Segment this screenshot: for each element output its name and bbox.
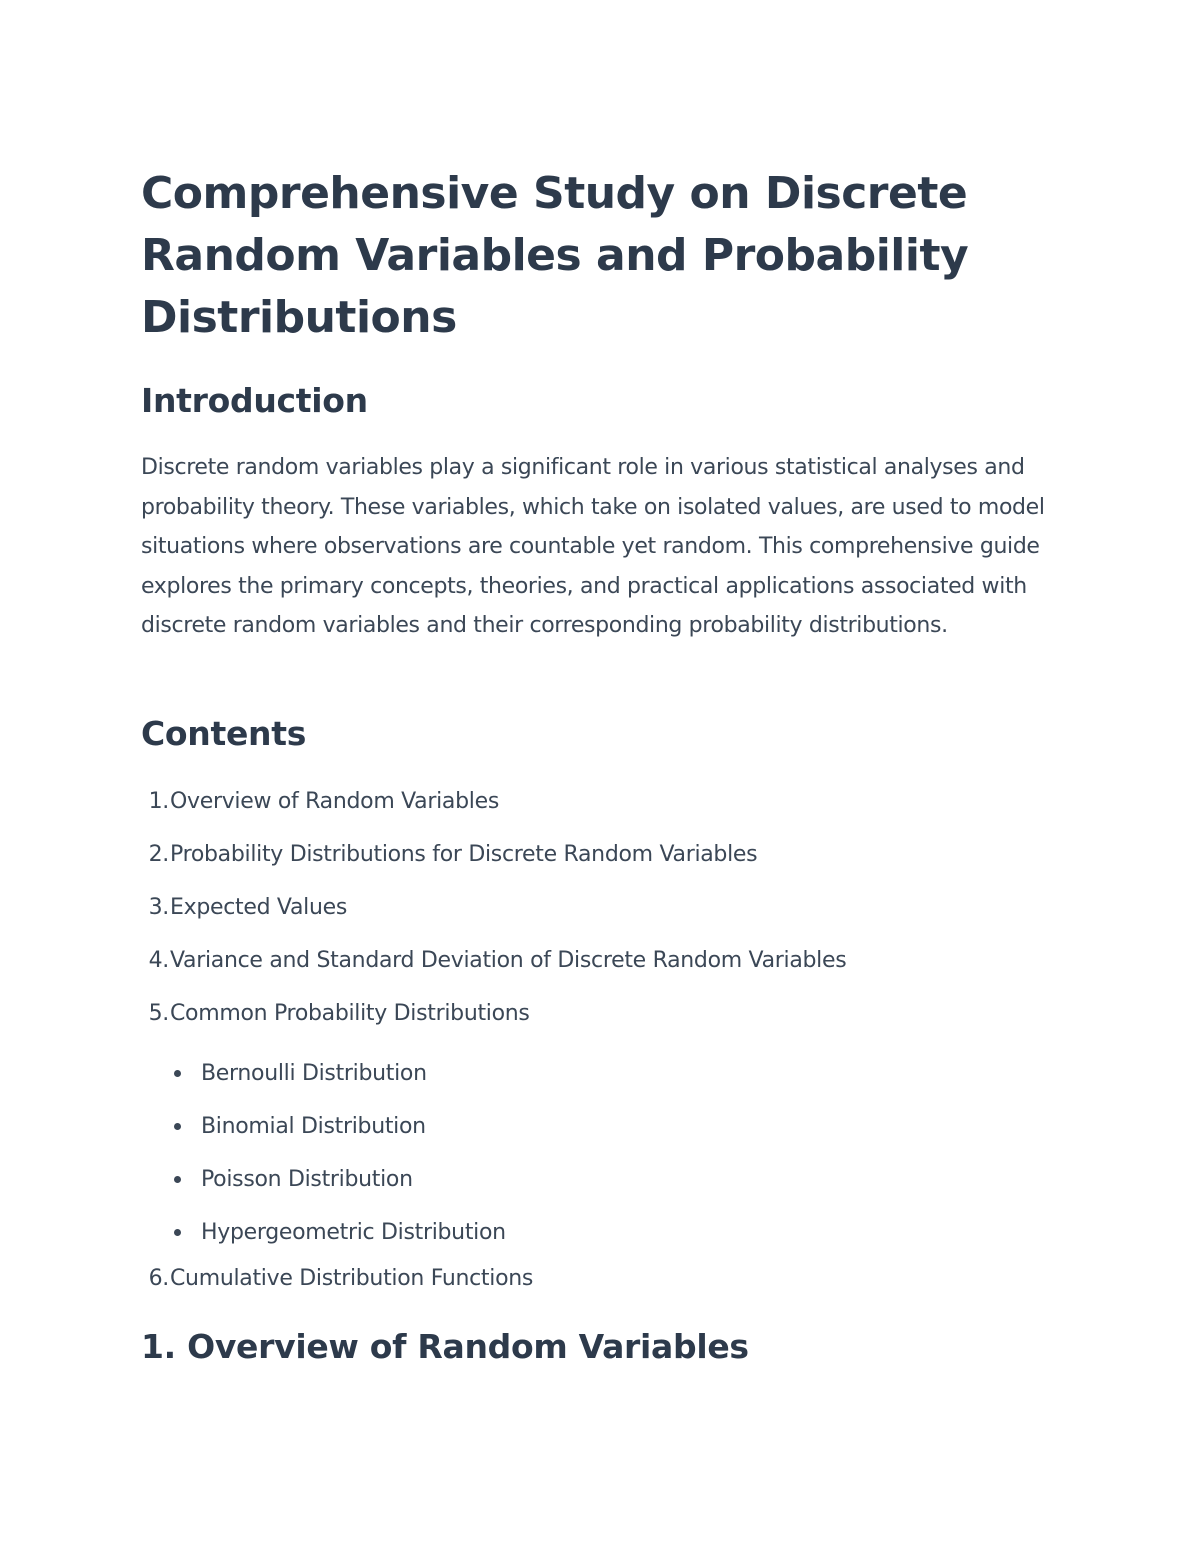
toc-item-2 <box>141 835 1041 888</box>
toc-label: Expected Values <box>170 895 348 920</box>
bullet-icon <box>174 1176 181 1183</box>
toc-number: 6. <box>148 1266 169 1291</box>
toc-subitem-label: Bernoulli Distribution <box>201 1060 427 1086</box>
toc-subitem-binomial <box>141 1100 1041 1153</box>
toc-item-5 <box>141 994 1041 1047</box>
toc-number: 2. <box>148 842 169 867</box>
toc-number: 3. <box>148 895 169 920</box>
toc-label: Cumulative Distribution Functions <box>170 1266 534 1291</box>
introduction-heading: Introduction <box>141 381 368 420</box>
toc-item-4 <box>141 941 1041 994</box>
table-of-contents <box>141 782 1041 1312</box>
toc-number: 5. <box>148 1001 169 1026</box>
toc-number: 4. <box>148 948 169 973</box>
toc-label: Common Probability Distributions <box>170 1001 530 1026</box>
contents-heading: Contents <box>141 714 307 753</box>
toc-subitem-label: Poisson Distribution <box>201 1166 413 1192</box>
toc-subitem-label: Binomial Distribution <box>201 1113 426 1139</box>
toc-label: Variance and Standard Deviation of Discrete Random Variables <box>170 948 847 973</box>
introduction-paragraph: Discrete random variables play a significant role in various statistical analyses and probability theory. These variables, which take on isolated values, are used to model situations where observations are countable yet random. This comprehensive guide explores the primary concepts, theories, and practical applications associated with discrete random variables and their corresponding probability distributions. <box>141 455 1045 639</box>
toc-subitem-poisson <box>141 1153 1041 1206</box>
document-title: Comprehensive Study on Discrete Random Variables and Probability Distributions <box>141 168 969 343</box>
bullet-icon <box>174 1229 181 1236</box>
toc-item-3 <box>141 888 1041 941</box>
toc-label: Probability Distributions for Discrete Random Variables <box>170 842 758 867</box>
toc-subitem-bernoulli <box>141 1047 1041 1100</box>
toc-subitem-label: Hypergeometric Distribution <box>201 1219 506 1245</box>
toc-number: 1. <box>148 789 169 814</box>
toc-subitem-hypergeometric <box>141 1206 1041 1259</box>
bullet-icon <box>174 1123 181 1130</box>
toc-label: Overview of Random Variables <box>170 789 499 814</box>
section-1-heading: 1. Overview of Random Variables <box>141 1327 749 1366</box>
toc-item-6 <box>141 1259 1041 1312</box>
toc-item-1 <box>141 782 1041 835</box>
bullet-icon <box>174 1070 181 1077</box>
